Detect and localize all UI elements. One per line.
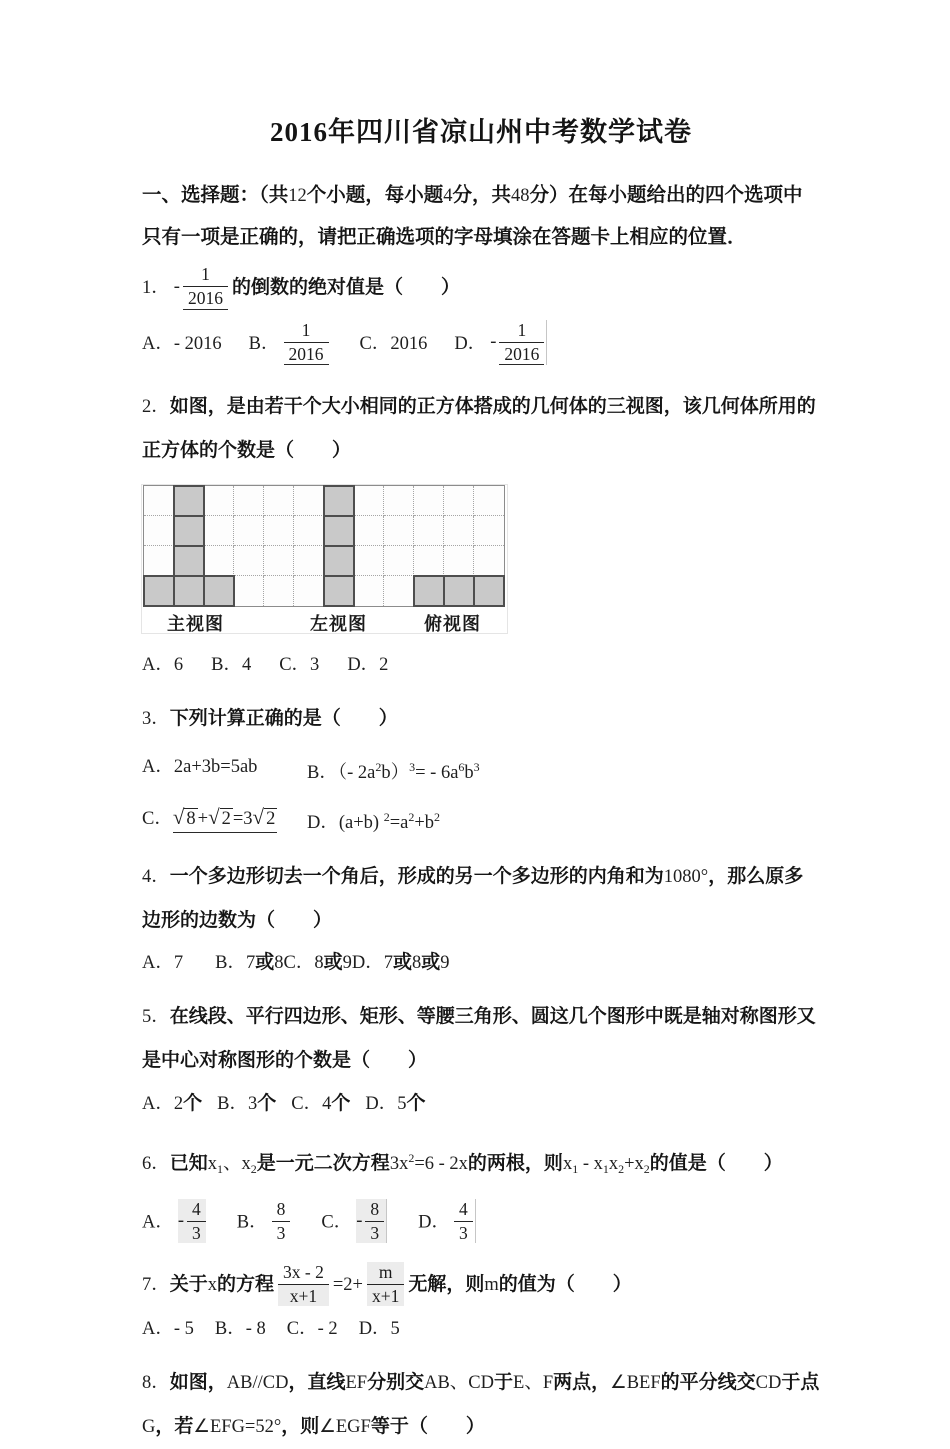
text-run: 9 — [342, 953, 352, 974]
numerator: 8 — [365, 1199, 384, 1222]
shaded-cell — [174, 516, 204, 546]
denominator: x+1 — [372, 1286, 400, 1307]
option — [142, 751, 307, 789]
shaded-cell — [324, 546, 354, 576]
text-run: A．2a+3b=5ab — [142, 756, 258, 777]
radical — [172, 804, 198, 829]
text-run: D． — [454, 333, 487, 354]
fraction — [356, 1199, 387, 1244]
question-3 — [142, 697, 820, 839]
text-run: 、x — [223, 1153, 251, 1174]
text-run: x — [207, 1153, 218, 1174]
text-run: ，则 — [281, 1415, 320, 1437]
text-run: B．- 8 — [214, 1318, 266, 1339]
text-run: 的倒数的绝对值是（ ） — [231, 277, 460, 299]
option — [347, 649, 388, 681]
text-run: 的值是（ ） — [649, 1152, 783, 1174]
text-run: B．（- 2a — [307, 762, 376, 783]
text-run: 12 — [288, 186, 307, 206]
option — [307, 801, 820, 839]
fraction — [178, 1199, 206, 1244]
figure-grid — [143, 485, 505, 607]
option — [454, 319, 551, 368]
shaded-cell — [444, 576, 474, 606]
numerator: 3x - 2 — [278, 1262, 329, 1285]
grid-cell — [384, 486, 414, 516]
grid-cell — [414, 486, 444, 516]
text-run: 下列计算正确的是（ ） — [169, 707, 398, 729]
text-run: 2． — [142, 397, 170, 417]
radical-sign: √ — [208, 804, 220, 829]
fraction — [278, 1262, 329, 1307]
grid-cell — [204, 546, 234, 576]
option — [142, 947, 183, 979]
shaded-cell — [174, 576, 204, 606]
text-run: 分）在每小题给出的四个选项中只有一项是正确的，请把正确选项的字母填涂在答题卡上相应的位置． — [142, 184, 803, 248]
question-6 — [142, 1136, 820, 1246]
grid-cell — [234, 516, 264, 546]
option — [211, 649, 251, 681]
text-run: 8． — [142, 1372, 170, 1393]
grid-cell — [354, 516, 384, 546]
question-1 — [142, 266, 820, 367]
question-4 — [142, 855, 820, 980]
superscript: 3 — [409, 759, 416, 774]
text-run: 或 — [323, 952, 343, 974]
numerator: 1 — [183, 264, 228, 287]
text-run: C．3 — [279, 654, 320, 675]
text-run: 关于 — [169, 1274, 208, 1296]
shaded-cell — [144, 576, 174, 606]
option — [248, 319, 333, 368]
text-run: 的值为（ ） — [498, 1274, 632, 1296]
question-5-options — [142, 1087, 820, 1120]
text-run: B．7 — [215, 953, 256, 974]
text-run: 个 — [406, 1092, 426, 1114]
option — [142, 328, 222, 360]
grid-cell — [444, 546, 474, 576]
text-run: ，若 — [155, 1415, 194, 1437]
text-run: D．2 — [347, 654, 389, 675]
grid-cell — [354, 546, 384, 576]
text-run: 4． — [142, 866, 170, 887]
radical — [208, 804, 233, 829]
text-run: + — [197, 808, 209, 829]
shaded-cell — [174, 546, 204, 576]
shaded-cell — [324, 576, 354, 606]
text-run: 6． — [142, 1153, 170, 1174]
radical-sign: √ — [252, 804, 265, 829]
text-run: 等于（ ） — [370, 1415, 485, 1437]
text-run: A．6 — [142, 654, 184, 675]
text-run: B．4 — [211, 654, 252, 675]
text-run: 已知 — [169, 1152, 208, 1174]
text-run: 的两根，则 — [467, 1152, 563, 1174]
fraction — [367, 1262, 404, 1307]
radicand: 2 — [266, 808, 276, 829]
radicand: 8 — [186, 808, 196, 829]
grid-cell — [444, 516, 474, 546]
text-run: A． — [142, 1212, 174, 1233]
numerator: 1 — [499, 320, 544, 343]
option — [352, 947, 450, 979]
text-run: x — [562, 1153, 573, 1174]
denominator: x+1 — [278, 1285, 329, 1306]
denominator: 3 — [459, 1223, 468, 1244]
fraction — [490, 320, 547, 366]
grid-cell — [144, 546, 174, 576]
grid-cell — [204, 486, 234, 516]
text-run: C． — [321, 1212, 353, 1233]
question-1-stem — [142, 266, 820, 312]
underlined-expression — [172, 804, 277, 833]
fraction — [272, 1199, 291, 1244]
question-5 — [142, 995, 820, 1120]
section-1-heading — [142, 175, 820, 258]
text-run: 48 — [511, 186, 530, 206]
numerator: 4 — [454, 1199, 473, 1222]
superscript: 2 — [434, 809, 441, 824]
three-view-figure — [143, 485, 505, 634]
option — [236, 1198, 295, 1246]
text-run: C．8 — [283, 953, 324, 974]
grid-cell — [354, 576, 384, 606]
option — [291, 1088, 350, 1120]
text-run: 的平分线交 — [660, 1371, 756, 1393]
text-run: D．5 — [358, 1318, 400, 1339]
grid-cell — [234, 546, 264, 576]
question-5-stem — [142, 995, 820, 1083]
text-run: +b — [414, 812, 435, 833]
minus-sign: - — [490, 332, 497, 353]
option — [217, 1088, 276, 1120]
top-view-label: 俯视图 — [424, 614, 481, 634]
text-run: 或 — [255, 952, 275, 974]
shaded-cell — [414, 576, 444, 606]
option — [142, 801, 307, 839]
shaded-cell — [174, 486, 204, 516]
option — [142, 1313, 194, 1345]
question-3-options — [142, 751, 820, 839]
superscript: 2 — [408, 809, 415, 824]
question-7-stem — [142, 1263, 820, 1308]
text-run: = - 6a — [415, 762, 459, 783]
text-run: 7． — [142, 1275, 170, 1296]
text-run: 于 — [494, 1371, 514, 1393]
grid-cell — [474, 546, 504, 576]
subscript: 2 — [643, 1161, 650, 1176]
text-run: D．7 — [351, 953, 393, 974]
grid-cell — [414, 546, 444, 576]
text-run: D．5 — [365, 1093, 407, 1114]
text-run: x — [608, 1153, 619, 1174]
minus-sign: - — [173, 276, 180, 297]
text-run: 分别交 — [367, 1371, 425, 1393]
text-run: AB//CD — [226, 1372, 289, 1393]
text-run: - x — [578, 1153, 603, 1174]
text-run: b — [464, 762, 474, 783]
text-run: 个小题，每小题 — [306, 184, 444, 206]
denominator: 2016 — [183, 287, 228, 309]
option — [321, 1198, 391, 1246]
text-run: ∠EGF — [319, 1416, 371, 1437]
text-run: 8 — [411, 953, 422, 974]
denominator: 2016 — [499, 343, 544, 365]
subscript: 1 — [572, 1161, 579, 1176]
grid-cell — [294, 516, 324, 546]
question-1-options — [142, 319, 820, 368]
text-run: 个 — [257, 1092, 277, 1114]
numerator: 4 — [187, 1199, 206, 1222]
superscript: 2 — [375, 759, 382, 774]
text-run: B．3 — [217, 1093, 258, 1114]
grid-cell — [384, 546, 414, 576]
fraction-stack — [272, 1199, 291, 1244]
text-run: ，直线 — [288, 1371, 346, 1393]
question-3-stem — [142, 697, 820, 741]
grid-cell — [234, 486, 264, 516]
denominator: 3 — [276, 1223, 286, 1244]
text-run: 4 — [443, 186, 453, 206]
grid-cell — [294, 486, 324, 516]
fraction — [454, 1199, 476, 1244]
superscript: 6 — [458, 759, 465, 774]
subscript: 2 — [250, 1161, 257, 1176]
fraction — [284, 320, 329, 366]
grid-cell — [264, 516, 294, 546]
text-run: 1080° — [663, 866, 709, 887]
grid-cell — [264, 576, 294, 606]
text-run: 8 — [274, 953, 284, 974]
option — [418, 1198, 480, 1246]
text-run: D．(a+b) — [307, 812, 384, 833]
text-run: b） — [381, 762, 410, 783]
text-run: 如图，是由若干个大小相同的正方体搭成的几何体的三视图，该几何体所用的正方体的个数是（ ） — [142, 396, 816, 461]
grid-cell — [144, 516, 174, 546]
fraction-stack — [183, 264, 228, 310]
text-run: C． — [142, 808, 173, 829]
denominator: 3 — [192, 1223, 201, 1244]
subscript: 2 — [618, 1161, 625, 1176]
question-4-options — [142, 947, 820, 980]
text-run: C．4 — [291, 1093, 332, 1114]
shaded-cell — [324, 516, 354, 546]
text-run: 分，共 — [452, 184, 512, 206]
option — [215, 1313, 266, 1345]
text-run: E、F — [513, 1372, 554, 1393]
radicand: 2 — [221, 808, 231, 829]
text-run: ，那么原多边形的边数为（ ） — [142, 865, 804, 931]
grid-cell — [384, 516, 414, 546]
superscript: 2 — [408, 1150, 415, 1165]
text-run: AB、CD — [424, 1372, 494, 1393]
radical-sign: √ — [172, 804, 185, 829]
grid-cell — [294, 576, 324, 606]
grid-cell — [354, 486, 384, 516]
numerator: 8 — [272, 1199, 291, 1222]
text-run: A．7 — [142, 953, 184, 974]
text-run: +x — [624, 1153, 644, 1174]
subscript: 1 — [602, 1161, 609, 1176]
text-run: C．- 2 — [286, 1318, 338, 1339]
text-run: EF — [345, 1372, 368, 1393]
question-2-options — [142, 648, 820, 681]
text-run: m — [484, 1275, 499, 1296]
superscript: 2 — [383, 809, 390, 824]
grid-cell — [264, 486, 294, 516]
fraction-stack — [367, 1262, 404, 1307]
question-2 — [142, 385, 820, 681]
text-run: 9 — [440, 953, 450, 974]
grid-cell — [384, 576, 414, 606]
exam-title: 2016年四川省凉山州中考数学试卷 — [270, 117, 692, 147]
text-run: C．2016 — [359, 334, 428, 355]
grid-cell — [294, 546, 324, 576]
question-7 — [142, 1263, 820, 1345]
option — [287, 1313, 338, 1345]
fraction-stack — [454, 1199, 473, 1244]
text-run: B． — [236, 1212, 268, 1233]
radical — [252, 804, 278, 829]
option — [142, 1198, 210, 1246]
grid-cell — [414, 516, 444, 546]
text-run: 个 — [183, 1092, 203, 1114]
grid-cell — [474, 486, 504, 516]
grid-cell — [264, 546, 294, 576]
question-8-stem — [142, 1361, 820, 1449]
option — [142, 649, 183, 681]
text-run: 或 — [392, 952, 412, 974]
grid-cell — [234, 576, 264, 606]
text-run: CD — [755, 1372, 782, 1393]
text-run: A．2 — [142, 1093, 184, 1114]
subscript: 1 — [217, 1161, 224, 1176]
text-run: x — [207, 1275, 218, 1296]
fraction-stack — [284, 320, 329, 366]
text-run: D． — [418, 1212, 451, 1233]
question-4-stem — [142, 855, 820, 943]
question-6-options — [142, 1198, 820, 1246]
fraction — [174, 264, 228, 310]
numerator: m — [367, 1262, 404, 1285]
text-run: 是一元二次方程 — [256, 1152, 390, 1174]
text-run: 个 — [331, 1092, 351, 1114]
numerator: 1 — [284, 320, 329, 343]
grid-cell — [444, 486, 474, 516]
text-run: A．- 2016 — [142, 334, 222, 355]
option — [307, 751, 820, 789]
question-6-stem — [142, 1136, 820, 1191]
text-run: G — [142, 1416, 156, 1437]
denominator: 3 — [370, 1223, 380, 1244]
shaded-cell — [324, 486, 354, 516]
text-run: 一、选择题：（共 — [142, 184, 289, 206]
fraction-stack — [365, 1199, 384, 1244]
question-8 — [142, 1361, 820, 1449]
text-run: 于点 — [781, 1371, 820, 1393]
text-run: 两点， — [553, 1371, 611, 1393]
front-view-label: 主视图 — [167, 614, 224, 634]
text-run: 如图， — [169, 1371, 227, 1393]
text-run: 5． — [142, 1007, 170, 1028]
text-run: 1． — [142, 278, 170, 299]
option — [359, 1313, 400, 1345]
minus-sign: - — [177, 1211, 185, 1231]
text-run: 3x — [389, 1153, 409, 1174]
grid-cell — [204, 516, 234, 546]
option — [142, 1088, 202, 1120]
minus-sign: - — [356, 1211, 363, 1231]
option — [279, 649, 319, 681]
shaded-cell — [474, 576, 504, 606]
grid-cell — [144, 486, 174, 516]
text-run: =6 - 2x — [414, 1153, 468, 1174]
text-run: =2+ — [332, 1275, 363, 1296]
text-run: 无解，则 — [408, 1274, 485, 1296]
fraction-stack — [278, 1262, 329, 1307]
text-run: ∠BEF — [610, 1372, 661, 1393]
grid-cell — [474, 516, 504, 546]
question-7-options — [142, 1312, 820, 1345]
text-run: 3． — [142, 708, 170, 729]
text-run: A．- 5 — [142, 1318, 194, 1339]
fraction-stack — [187, 1199, 206, 1244]
figure-labels — [143, 607, 505, 634]
shaded-cell — [204, 576, 234, 606]
text-run: 一个多边形切去一个角后，形成的另一个多边形的内角和为 — [169, 865, 664, 887]
text-run: 的方程 — [217, 1274, 275, 1296]
option — [365, 1088, 425, 1120]
option — [360, 328, 428, 360]
text-run: =3 — [232, 808, 253, 829]
text-run: B． — [248, 333, 280, 354]
fraction-stack — [499, 320, 544, 366]
option — [215, 947, 283, 979]
text-run: =a — [389, 812, 409, 833]
text-run: 在线段、平行四边形、矩形、等腰三角形、圆这几个图形中既是轴对称图形又是中心对称图形的个数是（ ） — [142, 1006, 816, 1072]
denominator: 2016 — [284, 343, 329, 365]
question-2-stem — [142, 385, 820, 473]
superscript: 3 — [473, 759, 480, 774]
left-view-label: 左视图 — [310, 614, 367, 634]
text-run: 或 — [421, 952, 441, 974]
text-run: ∠EFG=52° — [193, 1416, 282, 1437]
option — [283, 947, 351, 979]
